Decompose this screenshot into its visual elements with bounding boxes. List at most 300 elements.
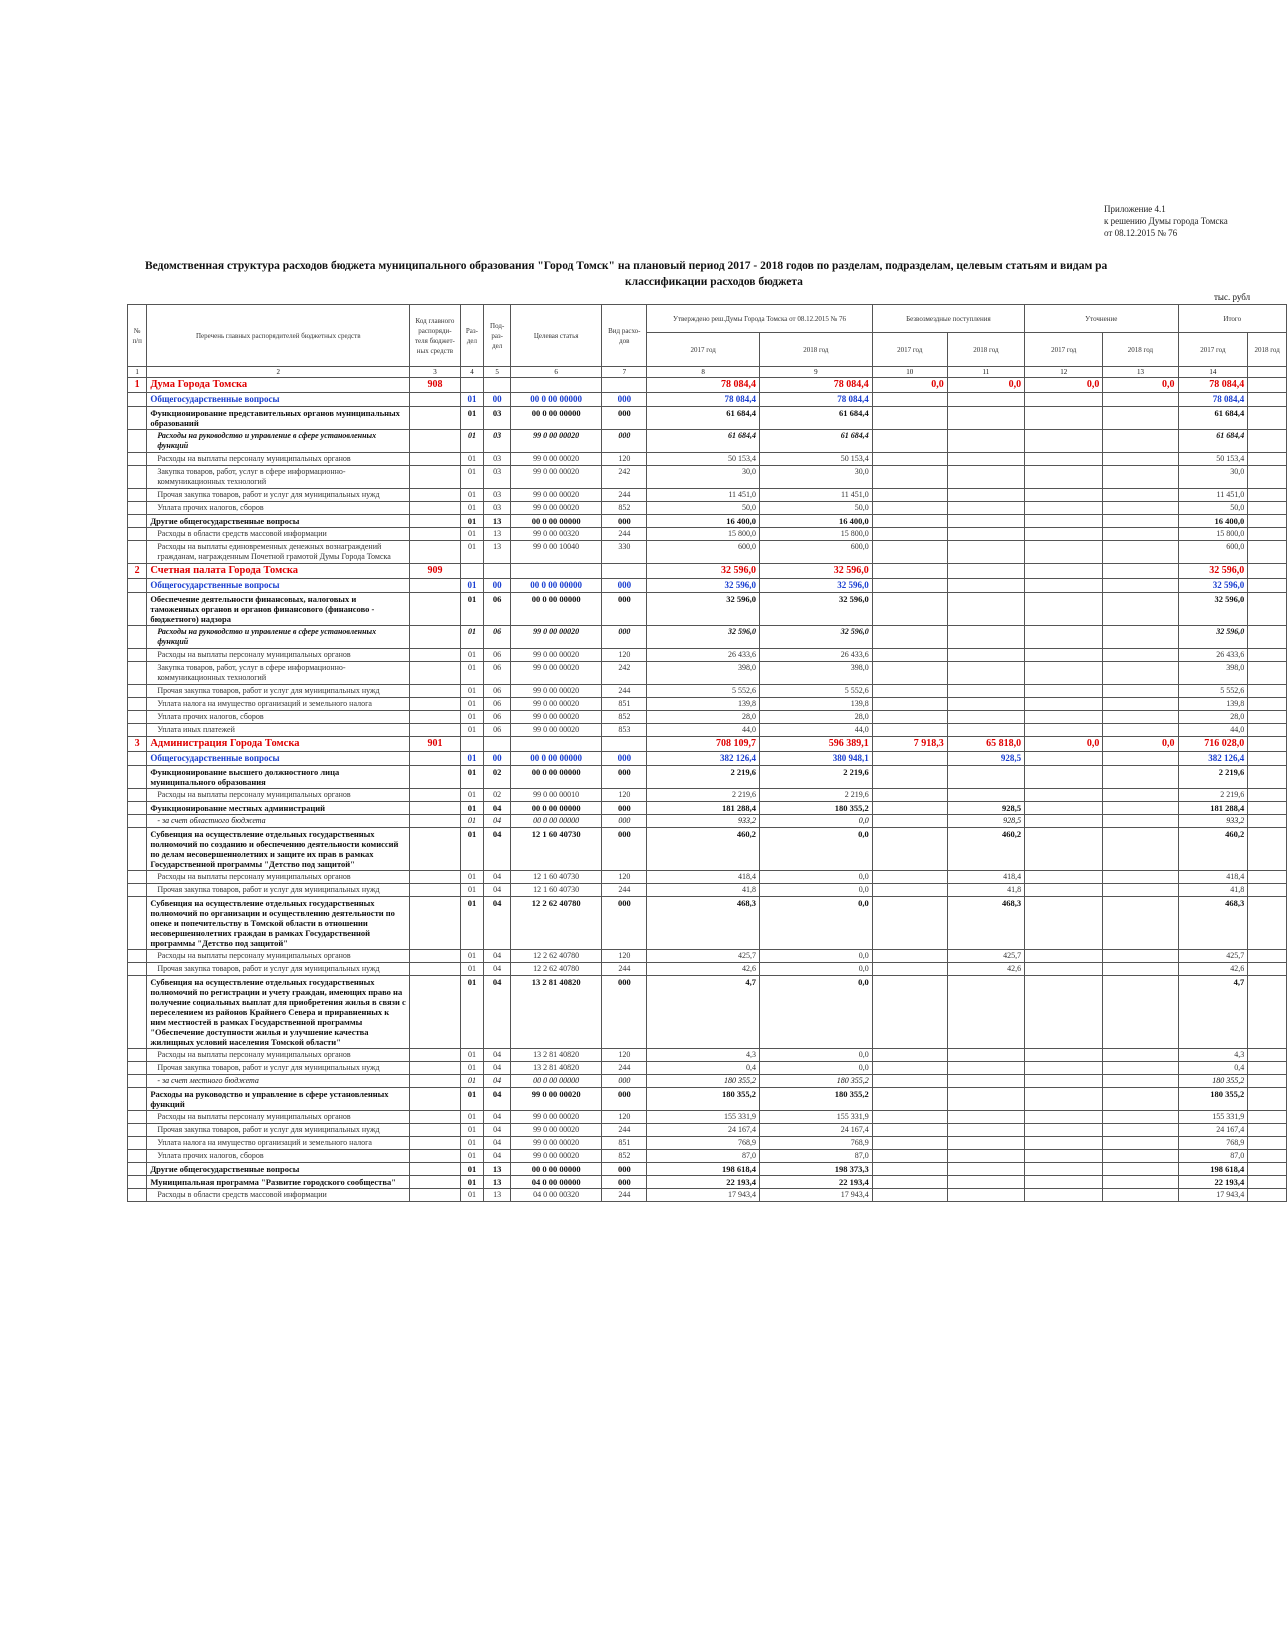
row-approved-2018: 180 355,2 bbox=[760, 802, 873, 815]
row-approved-2018: 198 373,3 bbox=[760, 1163, 873, 1176]
header-year: 2018 год bbox=[760, 333, 873, 367]
row-total-2017: 382 126,4 bbox=[1178, 752, 1248, 766]
row-number bbox=[128, 976, 147, 1049]
row-grants-2017 bbox=[872, 593, 947, 626]
row-exptype: 000 bbox=[602, 430, 647, 453]
table-row bbox=[128, 649, 1287, 662]
row-target: 12 1 60 40730 bbox=[511, 871, 602, 884]
row-total-2017: 180 355,2 bbox=[1178, 1075, 1248, 1088]
row-total-2017: 17 943,4 bbox=[1178, 1189, 1248, 1202]
row-target: 99 0 00 00020 bbox=[511, 626, 602, 649]
row-number bbox=[128, 963, 147, 976]
row-name: Расходы на выплаты единовременных денежных вознаграждений гражданам, награжденным Почетной грамотой Думы Города Томска bbox=[147, 541, 410, 564]
row-target bbox=[511, 564, 602, 579]
row-name: Уплата налога на имущество организаций и земельного налога bbox=[147, 1137, 410, 1150]
row-subsection: 04 bbox=[484, 1075, 511, 1088]
header-total: Итого bbox=[1178, 305, 1287, 333]
table-row bbox=[128, 489, 1287, 502]
units-label: тыс. рубл bbox=[1214, 292, 1251, 302]
row-refined-2017 bbox=[1025, 1189, 1103, 1202]
row-target: 99 0 00 00010 bbox=[511, 789, 602, 802]
row-number bbox=[128, 1075, 147, 1088]
row-approved-2018: 32 596,0 bbox=[760, 564, 873, 579]
row-code bbox=[410, 502, 460, 515]
row-code bbox=[410, 1163, 460, 1176]
header-name: Перечень главных распорядителей бюджетных средств bbox=[147, 305, 410, 367]
row-exptype: 000 bbox=[602, 976, 647, 1049]
row-exptype: 000 bbox=[602, 1163, 647, 1176]
row-subsection: 04 bbox=[484, 1111, 511, 1124]
row-approved-2018: 61 684,4 bbox=[760, 407, 873, 430]
row-approved-2017: 44,0 bbox=[647, 724, 760, 737]
row-approved-2017: 61 684,4 bbox=[647, 430, 760, 453]
table-row bbox=[128, 685, 1287, 698]
table-row bbox=[128, 1111, 1287, 1124]
row-name: Уплата прочих налогов, сборов bbox=[147, 502, 410, 515]
row-grants-2017 bbox=[872, 1088, 947, 1111]
row-approved-2018: 15 800,0 bbox=[760, 528, 873, 541]
row-approved-2017: 2 219,6 bbox=[647, 789, 760, 802]
row-refined-2018 bbox=[1103, 724, 1178, 737]
row-refined-2018 bbox=[1103, 407, 1178, 430]
column-index: 10 bbox=[872, 367, 947, 378]
row-exptype: 000 bbox=[602, 815, 647, 828]
row-section: 01 bbox=[460, 1111, 484, 1124]
row-approved-2017: 398,0 bbox=[647, 662, 760, 685]
row-refined-2017 bbox=[1025, 528, 1103, 541]
row-total-2017: 139,8 bbox=[1178, 698, 1248, 711]
row-subsection: 03 bbox=[484, 502, 511, 515]
row-code bbox=[410, 1124, 460, 1137]
row-approved-2017: 11 451,0 bbox=[647, 489, 760, 502]
row-name: Общегосударственные вопросы bbox=[147, 393, 410, 407]
row-section: 01 bbox=[460, 828, 484, 871]
row-grants-2017: 0,0 bbox=[872, 378, 947, 393]
row-grants-2018 bbox=[947, 649, 1024, 662]
header-grants: Безвозмездные поступления bbox=[872, 305, 1024, 333]
row-target: 12 2 62 40780 bbox=[511, 950, 602, 963]
row-approved-2017: 425,7 bbox=[647, 950, 760, 963]
row-grants-2018: 928,5 bbox=[947, 802, 1024, 815]
row-approved-2018: 50,0 bbox=[760, 502, 873, 515]
table-row bbox=[128, 711, 1287, 724]
row-total-2017: 198 618,4 bbox=[1178, 1163, 1248, 1176]
row-name: Прочая закупка товаров, работ и услуг для муниципальных нужд bbox=[147, 489, 410, 502]
row-approved-2017: 198 618,4 bbox=[647, 1163, 760, 1176]
row-number bbox=[128, 897, 147, 950]
row-refined-2017 bbox=[1025, 828, 1103, 871]
row-section bbox=[460, 737, 484, 752]
row-total-2017: 78 084,4 bbox=[1178, 378, 1248, 393]
table-row bbox=[128, 453, 1287, 466]
row-refined-2018 bbox=[1103, 541, 1178, 564]
row-number bbox=[128, 579, 147, 593]
row-refined-2017 bbox=[1025, 393, 1103, 407]
row-target: 00 0 00 00000 bbox=[511, 815, 602, 828]
column-index: 12 bbox=[1025, 367, 1103, 378]
row-total-2017: 4,3 bbox=[1178, 1049, 1248, 1062]
row-number bbox=[128, 593, 147, 626]
row-subsection: 03 bbox=[484, 466, 511, 489]
row-approved-2017: 32 596,0 bbox=[647, 579, 760, 593]
row-exptype: 000 bbox=[602, 393, 647, 407]
table-row bbox=[128, 541, 1287, 564]
row-grants-2017 bbox=[872, 1163, 947, 1176]
row-refined-2018 bbox=[1103, 502, 1178, 515]
row-code bbox=[410, 1189, 460, 1202]
row-approved-2017: 42,6 bbox=[647, 963, 760, 976]
row-section: 01 bbox=[460, 685, 484, 698]
table-row bbox=[128, 1124, 1287, 1137]
row-code bbox=[410, 626, 460, 649]
column-index: 3 bbox=[410, 367, 460, 378]
row-total-2017: 181 288,4 bbox=[1178, 802, 1248, 815]
row-name: Расходы на выплаты персоналу муниципальных органов bbox=[147, 649, 410, 662]
row-total-2017: 22 193,4 bbox=[1178, 1176, 1248, 1189]
row-refined-2018 bbox=[1103, 1163, 1178, 1176]
row-approved-2017: 180 355,2 bbox=[647, 1075, 760, 1088]
row-approved-2017: 26 433,6 bbox=[647, 649, 760, 662]
row-exptype: 120 bbox=[602, 789, 647, 802]
row-approved-2017: 41,8 bbox=[647, 884, 760, 897]
row-refined-2018 bbox=[1103, 579, 1178, 593]
row-refined-2017 bbox=[1025, 1124, 1103, 1137]
row-section: 01 bbox=[460, 430, 484, 453]
row-section: 01 bbox=[460, 1176, 484, 1189]
row-approved-2018: 0,0 bbox=[760, 815, 873, 828]
row-refined-2018 bbox=[1103, 430, 1178, 453]
row-section: 01 bbox=[460, 884, 484, 897]
table-row bbox=[128, 1150, 1287, 1163]
row-total-2017: 32 596,0 bbox=[1178, 564, 1248, 579]
row-total-2017: 933,2 bbox=[1178, 815, 1248, 828]
row-total-2017: 398,0 bbox=[1178, 662, 1248, 685]
row-refined-2017 bbox=[1025, 1163, 1103, 1176]
row-refined-2017 bbox=[1025, 593, 1103, 626]
row-section: 01 bbox=[460, 1150, 484, 1163]
row-refined-2018 bbox=[1103, 1049, 1178, 1062]
row-number bbox=[128, 1062, 147, 1075]
row-subsection bbox=[484, 564, 511, 579]
row-total-2017: 768,9 bbox=[1178, 1137, 1248, 1150]
row-name: Закупка товаров, работ, услуг в сфере информационно-коммуникационных технологий bbox=[147, 466, 410, 489]
row-grants-2018 bbox=[947, 976, 1024, 1049]
row-approved-2018: 155 331,9 bbox=[760, 1111, 873, 1124]
row-grants-2018 bbox=[947, 1124, 1024, 1137]
row-refined-2018 bbox=[1103, 950, 1178, 963]
row-name: Закупка товаров, работ, услуг в сфере информационно-коммуникационных технологий bbox=[147, 662, 410, 685]
row-number bbox=[128, 711, 147, 724]
row-grants-2018: 65 818,0 bbox=[947, 737, 1024, 752]
row-grants-2018 bbox=[947, 430, 1024, 453]
row-target: 13 2 81 40820 bbox=[511, 976, 602, 1049]
row-code bbox=[410, 789, 460, 802]
row-exptype: 852 bbox=[602, 711, 647, 724]
row-name: - за счет областного бюджета bbox=[147, 815, 410, 828]
row-grants-2018 bbox=[947, 579, 1024, 593]
row-grants-2017 bbox=[872, 724, 947, 737]
row-number bbox=[128, 789, 147, 802]
row-grants-2018: 928,5 bbox=[947, 815, 1024, 828]
table-row bbox=[128, 626, 1287, 649]
row-refined-2017 bbox=[1025, 752, 1103, 766]
row-refined-2017 bbox=[1025, 766, 1103, 789]
row-approved-2017: 78 084,4 bbox=[647, 393, 760, 407]
row-grants-2018: 460,2 bbox=[947, 828, 1024, 871]
row-name: Прочая закупка товаров, работ и услуг для муниципальных нужд bbox=[147, 1124, 410, 1137]
row-approved-2017: 933,2 bbox=[647, 815, 760, 828]
row-exptype: 852 bbox=[602, 1150, 647, 1163]
row-target: 00 0 00 00000 bbox=[511, 393, 602, 407]
row-approved-2017: 32 596,0 bbox=[647, 593, 760, 626]
row-approved-2018: 22 193,4 bbox=[760, 1176, 873, 1189]
row-grants-2018 bbox=[947, 626, 1024, 649]
row-grants-2018 bbox=[947, 1062, 1024, 1075]
row-name: Уплата прочих налогов, сборов bbox=[147, 1150, 410, 1163]
row-number bbox=[128, 698, 147, 711]
row-grants-2018 bbox=[947, 489, 1024, 502]
table-row bbox=[128, 378, 1287, 393]
row-code bbox=[410, 884, 460, 897]
row-approved-2018: 0,0 bbox=[760, 976, 873, 1049]
row-subsection: 04 bbox=[484, 884, 511, 897]
row-total-2017: 11 451,0 bbox=[1178, 489, 1248, 502]
row-subsection: 02 bbox=[484, 789, 511, 802]
row-number bbox=[128, 752, 147, 766]
row-grants-2018: 468,3 bbox=[947, 897, 1024, 950]
row-number: 3 bbox=[128, 737, 147, 752]
row-name: Расходы на выплаты персоналу муниципальных органов bbox=[147, 789, 410, 802]
row-refined-2018 bbox=[1103, 1075, 1178, 1088]
row-code bbox=[410, 541, 460, 564]
row-subsection: 13 bbox=[484, 541, 511, 564]
row-target: 00 0 00 00000 bbox=[511, 802, 602, 815]
row-refined-2018 bbox=[1103, 393, 1178, 407]
row-approved-2017: 155 331,9 bbox=[647, 1111, 760, 1124]
row-exptype bbox=[602, 378, 647, 393]
row-code: 909 bbox=[410, 564, 460, 579]
row-exptype: 242 bbox=[602, 466, 647, 489]
row-number bbox=[128, 871, 147, 884]
row-exptype: 000 bbox=[602, 897, 647, 950]
row-approved-2017: 50,0 bbox=[647, 502, 760, 515]
row-refined-2017 bbox=[1025, 626, 1103, 649]
row-grants-2018: 41,8 bbox=[947, 884, 1024, 897]
row-section: 01 bbox=[460, 1137, 484, 1150]
row-exptype: 120 bbox=[602, 1049, 647, 1062]
row-total-2017: 26 433,6 bbox=[1178, 649, 1248, 662]
row-subsection: 04 bbox=[484, 1137, 511, 1150]
row-name: Другие общегосударственные вопросы bbox=[147, 515, 410, 528]
row-subsection: 06 bbox=[484, 649, 511, 662]
row-subsection: 13 bbox=[484, 1189, 511, 1202]
row-refined-2018 bbox=[1103, 626, 1178, 649]
row-approved-2017: 78 084,4 bbox=[647, 378, 760, 393]
row-name: Расходы на выплаты персоналу муниципальных органов bbox=[147, 950, 410, 963]
row-grants-2017 bbox=[872, 528, 947, 541]
row-grants-2018: 42,6 bbox=[947, 963, 1024, 976]
row-grants-2018 bbox=[947, 1189, 1024, 1202]
row-total-2017: 78 084,4 bbox=[1178, 393, 1248, 407]
row-total-2017: 32 596,0 bbox=[1178, 626, 1248, 649]
row-refined-2017 bbox=[1025, 489, 1103, 502]
table-row bbox=[128, 1088, 1287, 1111]
row-approved-2017: 0,4 bbox=[647, 1062, 760, 1075]
row-subsection: 04 bbox=[484, 1062, 511, 1075]
row-code bbox=[410, 1176, 460, 1189]
row-target: 99 0 00 00020 bbox=[511, 1124, 602, 1137]
row-total-2017: 50,0 bbox=[1178, 502, 1248, 515]
row-exptype: 244 bbox=[602, 1062, 647, 1075]
row-grants-2017 bbox=[872, 766, 947, 789]
row-total-2017: 42,6 bbox=[1178, 963, 1248, 976]
row-approved-2017: 30,0 bbox=[647, 466, 760, 489]
title-line-1: Ведомственная структура расходов бюджета муниципального образования "Город Томск" на плановый период 2017 - 2018 годов по разделам, подразделам, целевым статьям и видам ра bbox=[145, 260, 1108, 272]
row-target: 04 0 00 00320 bbox=[511, 1189, 602, 1202]
row-name: Уплата прочих налогов, сборов bbox=[147, 711, 410, 724]
row-approved-2018: 78 084,4 bbox=[760, 393, 873, 407]
row-approved-2017: 32 596,0 bbox=[647, 564, 760, 579]
row-approved-2017: 15 800,0 bbox=[647, 528, 760, 541]
row-approved-2018: 11 451,0 bbox=[760, 489, 873, 502]
header-exptype: Вид расхо-дов bbox=[602, 305, 647, 367]
row-target: 00 0 00 00000 bbox=[511, 752, 602, 766]
row-number bbox=[128, 393, 147, 407]
row-refined-2017 bbox=[1025, 815, 1103, 828]
row-number bbox=[128, 1088, 147, 1111]
column-index: 6 bbox=[511, 367, 602, 378]
row-name: Функционирование местных администраций bbox=[147, 802, 410, 815]
row-number bbox=[128, 649, 147, 662]
row-grants-2017 bbox=[872, 815, 947, 828]
row-approved-2017: 16 400,0 bbox=[647, 515, 760, 528]
row-section: 01 bbox=[460, 1075, 484, 1088]
row-total-2017: 15 800,0 bbox=[1178, 528, 1248, 541]
row-subsection: 04 bbox=[484, 1088, 511, 1111]
row-grants-2017 bbox=[872, 1137, 947, 1150]
row-approved-2018: 0,0 bbox=[760, 884, 873, 897]
row-exptype: 244 bbox=[602, 1124, 647, 1137]
row-number bbox=[128, 1176, 147, 1189]
row-subsection: 00 bbox=[484, 579, 511, 593]
row-name: Прочая закупка товаров, работ и услуг для муниципальных нужд bbox=[147, 685, 410, 698]
row-subsection: 04 bbox=[484, 1150, 511, 1163]
row-grants-2017 bbox=[872, 515, 947, 528]
row-exptype: 000 bbox=[602, 579, 647, 593]
header-section: Раз-дел bbox=[460, 305, 484, 367]
row-total-2017: 44,0 bbox=[1178, 724, 1248, 737]
row-section: 01 bbox=[460, 662, 484, 685]
row-target: 13 2 81 40820 bbox=[511, 1049, 602, 1062]
row-refined-2018 bbox=[1103, 453, 1178, 466]
row-grants-2017 bbox=[872, 976, 947, 1049]
row-refined-2018 bbox=[1103, 564, 1178, 579]
row-subsection: 03 bbox=[484, 453, 511, 466]
row-section: 01 bbox=[460, 752, 484, 766]
row-approved-2018: 30,0 bbox=[760, 466, 873, 489]
row-section: 01 bbox=[460, 1088, 484, 1111]
row-grants-2017 bbox=[872, 1049, 947, 1062]
row-refined-2017 bbox=[1025, 564, 1103, 579]
row-refined-2018 bbox=[1103, 802, 1178, 815]
row-name: Расходы на выплаты персоналу муниципальных органов bbox=[147, 1111, 410, 1124]
row-grants-2017 bbox=[872, 1124, 947, 1137]
row-target: 00 0 00 00000 bbox=[511, 593, 602, 626]
table-row bbox=[128, 815, 1287, 828]
row-grants-2017 bbox=[872, 502, 947, 515]
row-refined-2017 bbox=[1025, 976, 1103, 1049]
row-target: 99 0 00 00020 bbox=[511, 1088, 602, 1111]
row-code bbox=[410, 752, 460, 766]
row-number bbox=[128, 950, 147, 963]
row-number bbox=[128, 489, 147, 502]
row-total-2017: 155 331,9 bbox=[1178, 1111, 1248, 1124]
table-row bbox=[128, 1163, 1287, 1176]
row-refined-2017 bbox=[1025, 453, 1103, 466]
row-approved-2017: 24 167,4 bbox=[647, 1124, 760, 1137]
row-refined-2017 bbox=[1025, 789, 1103, 802]
row-exptype: 242 bbox=[602, 662, 647, 685]
row-subsection: 04 bbox=[484, 1049, 511, 1062]
row-target: 99 0 00 00020 bbox=[511, 466, 602, 489]
row-target: 99 0 00 00020 bbox=[511, 1150, 602, 1163]
row-name: Расходы на руководство и управление в сфере установленных функций bbox=[147, 626, 410, 649]
row-approved-2017: 468,3 bbox=[647, 897, 760, 950]
row-approved-2017: 87,0 bbox=[647, 1150, 760, 1163]
row-exptype: 851 bbox=[602, 1137, 647, 1150]
row-section: 01 bbox=[460, 724, 484, 737]
row-refined-2018 bbox=[1103, 963, 1178, 976]
row-name: Расходы на руководство и управление в сфере установленных функций bbox=[147, 430, 410, 453]
row-target: 00 0 00 00000 bbox=[511, 1075, 602, 1088]
row-target: 13 2 81 40820 bbox=[511, 1062, 602, 1075]
row-name: Администрация Города Томска bbox=[147, 737, 410, 752]
row-grants-2017 bbox=[872, 626, 947, 649]
row-target: 04 0 00 00000 bbox=[511, 1176, 602, 1189]
row-approved-2017: 4,3 bbox=[647, 1049, 760, 1062]
row-total-2017: 425,7 bbox=[1178, 950, 1248, 963]
row-section: 01 bbox=[460, 393, 484, 407]
row-target: 99 0 00 00020 bbox=[511, 1137, 602, 1150]
row-name: Прочая закупка товаров, работ и услуг для муниципальных нужд bbox=[147, 963, 410, 976]
row-name: Уплата иных платежей bbox=[147, 724, 410, 737]
row-grants-2017 bbox=[872, 963, 947, 976]
row-approved-2018: 2 219,6 bbox=[760, 789, 873, 802]
row-refined-2018 bbox=[1103, 1137, 1178, 1150]
row-grants-2018 bbox=[947, 393, 1024, 407]
row-grants-2018: 928,5 bbox=[947, 752, 1024, 766]
table-row bbox=[128, 1176, 1287, 1189]
row-refined-2018 bbox=[1103, 815, 1178, 828]
row-approved-2018: 28,0 bbox=[760, 711, 873, 724]
row-exptype: 244 bbox=[602, 963, 647, 976]
document-title bbox=[145, 258, 1275, 290]
row-exptype: 120 bbox=[602, 871, 647, 884]
row-number: 2 bbox=[128, 564, 147, 579]
row-grants-2018 bbox=[947, 789, 1024, 802]
row-grants-2018 bbox=[947, 502, 1024, 515]
row-approved-2018: 180 355,2 bbox=[760, 1075, 873, 1088]
row-approved-2018: 0,0 bbox=[760, 1062, 873, 1075]
row-grants-2018 bbox=[947, 1137, 1024, 1150]
table-row bbox=[128, 828, 1287, 871]
row-refined-2018 bbox=[1103, 593, 1178, 626]
row-refined-2018 bbox=[1103, 1176, 1178, 1189]
row-section: 01 bbox=[460, 626, 484, 649]
row-approved-2018: 16 400,0 bbox=[760, 515, 873, 528]
row-name: Расходы в области средств массовой информации bbox=[147, 528, 410, 541]
row-approved-2018: 17 943,4 bbox=[760, 1189, 873, 1202]
